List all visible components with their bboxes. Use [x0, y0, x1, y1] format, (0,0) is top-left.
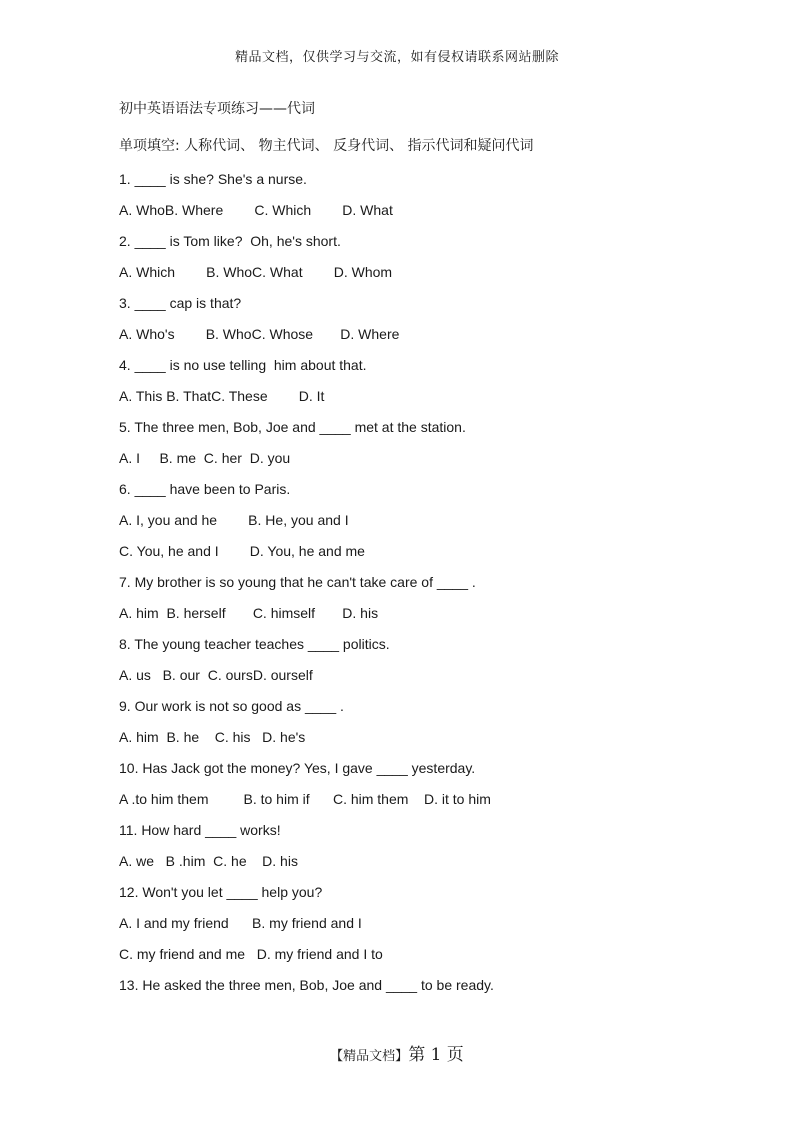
footer-tag: 【精品文档】	[330, 1049, 409, 1064]
page-footer	[0, 1040, 794, 1065]
question-line: 3. ____ cap is that?	[119, 295, 242, 311]
options-line: A. I and my friend B. my friend and I	[119, 915, 362, 931]
options-line: C. my friend and me D. my friend and I to	[119, 946, 383, 962]
options-line: C. You, he and I D. You, he and me	[119, 543, 365, 559]
options-line: A. I B. me C. her D. you	[119, 450, 291, 466]
document-body	[119, 97, 739, 1004]
options-line: A. we B .him C. he D. his	[119, 853, 298, 869]
document-subtitle: 单项填空: 人称代词、 物主代词、 反身代词、 指示代词和疑问代词	[119, 138, 534, 154]
question-line: 6. ____ have been to Paris.	[119, 481, 291, 497]
question-list	[119, 167, 739, 1004]
options-line: A. I, you and he B. He, you and I	[119, 512, 349, 528]
options-line: A. Who's B. WhoC. Whose D. Where	[119, 326, 400, 342]
options-line: A. This B. ThatC. These D. It	[119, 388, 325, 404]
options-line: A. him B. herself C. himself D. his	[119, 605, 379, 621]
question-line: 11. How hard ____ works!	[119, 822, 281, 838]
page-number: 第 1 页	[408, 1045, 464, 1065]
question-line: 9. Our work is not so good as ____ .	[119, 698, 344, 714]
question-line: 1. ____ is she? She's a nurse.	[119, 171, 307, 187]
question-line: 5. The three men, Bob, Joe and ____ met at the station.	[119, 419, 466, 435]
question-line: 4. ____ is no use telling him about that.	[119, 357, 367, 373]
question-line: 8. The young teacher teaches ____ politics.	[119, 636, 390, 652]
question-line: 7. My brother is so young that he can't take care of ____ .	[119, 574, 476, 590]
question-line: 12. Won't you let ____ help you?	[119, 884, 323, 900]
question-line: 2. ____ is Tom like? Oh, he's short.	[119, 233, 341, 249]
question-line: 13. He asked the three men, Bob, Joe and ____ to be ready.	[119, 977, 494, 993]
options-line: A. Which B. WhoC. What D. Whom	[119, 264, 393, 280]
options-line: A .to him them B. to him if C. him them D. it to him	[119, 791, 491, 807]
options-line: A. us B. our C. oursD. ourself	[119, 667, 313, 683]
question-line: 10. Has Jack got the money? Yes, I gave ____ yesterday.	[119, 760, 476, 776]
options-line: A. him B. he C. his D. he's	[119, 729, 306, 745]
document-title: 初中英语语法专项练习——代词	[119, 101, 315, 117]
options-line: A. WhoB. Where C. Which D. What	[119, 202, 393, 218]
page-header: 精品文档，仅供学习与交流，如有侵权请联系网站删除	[234, 50, 559, 65]
